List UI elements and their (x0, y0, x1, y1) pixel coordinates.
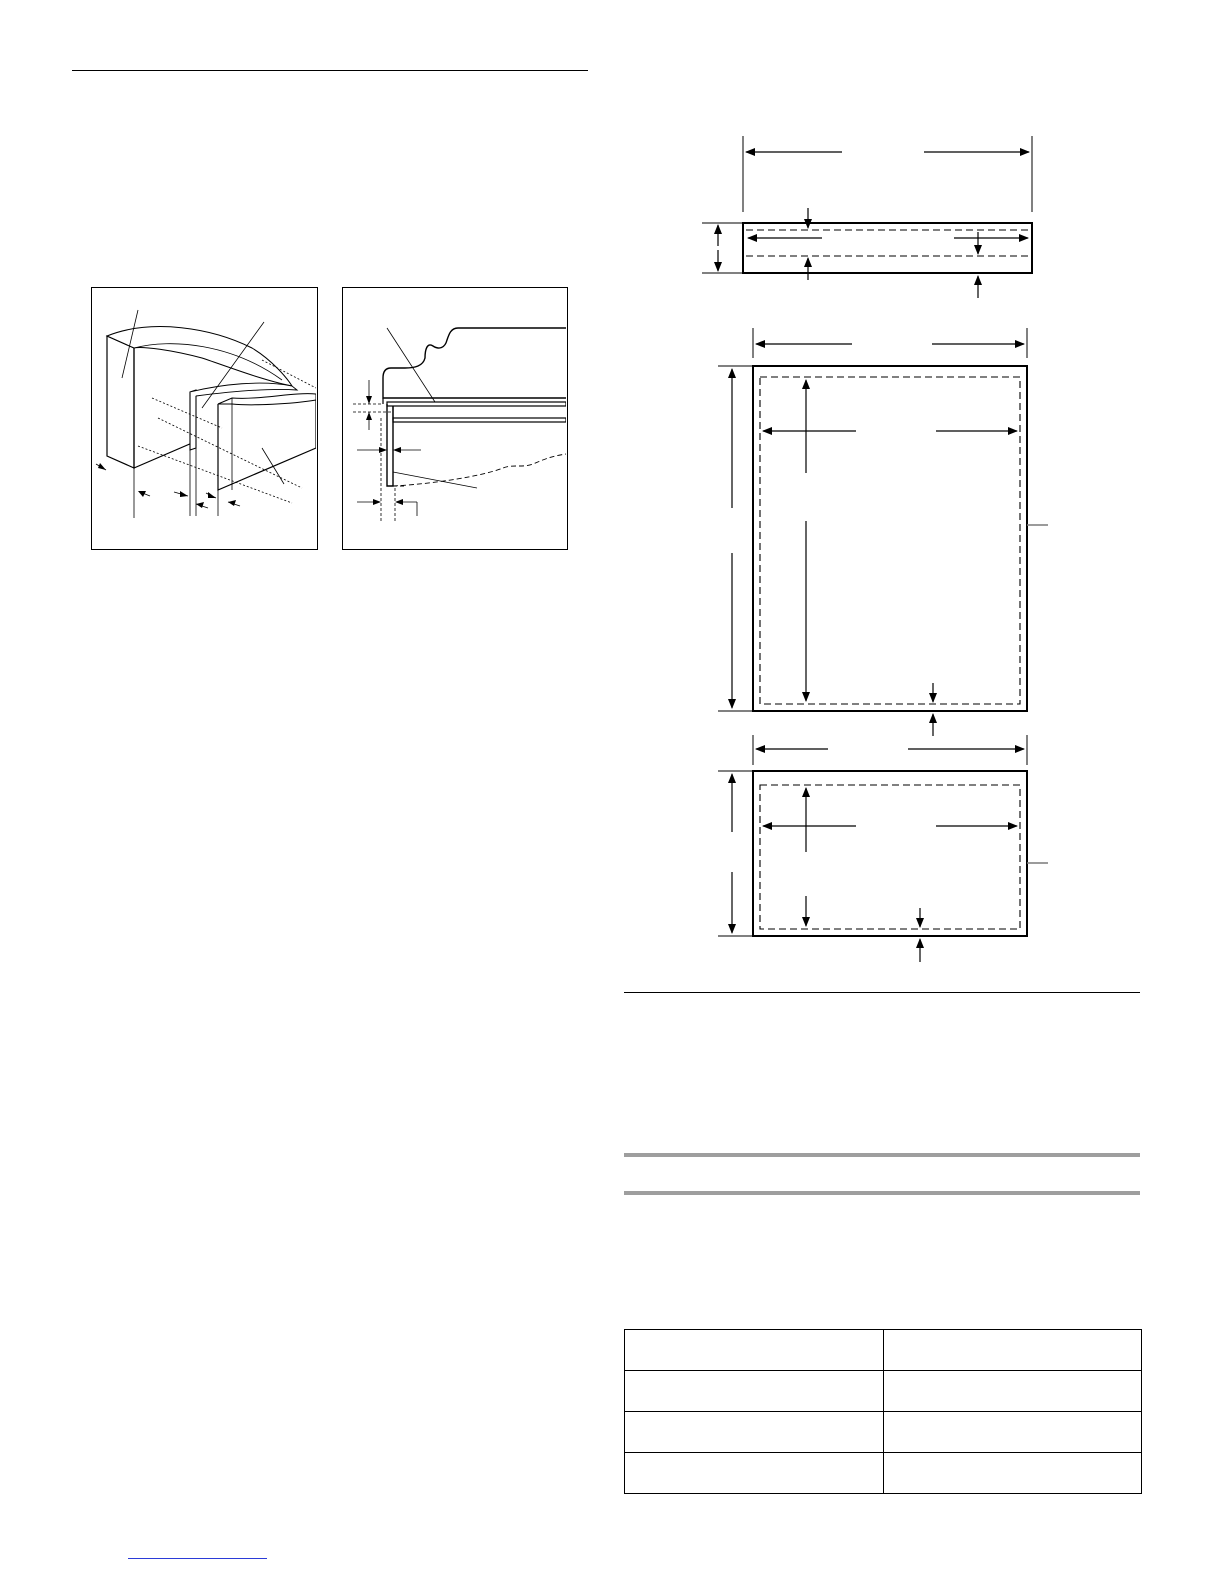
gray-rule-lower (624, 1191, 1140, 1195)
table-cell (625, 1371, 884, 1412)
table-cell (625, 1330, 884, 1371)
section-heading-rule (72, 70, 588, 71)
footer-link-underline (128, 1558, 267, 1559)
table-row (625, 1453, 1142, 1494)
exploded-panel-drawing (92, 288, 316, 548)
footer-link[interactable] (128, 1538, 267, 1560)
table-cell (883, 1330, 1142, 1371)
table-cell (883, 1371, 1142, 1412)
spec-table (624, 1329, 1142, 1494)
table-cell (625, 1412, 884, 1453)
profile-section-figure (342, 287, 568, 550)
table-cell (883, 1412, 1142, 1453)
table-row (625, 1330, 1142, 1371)
table-cell (625, 1453, 884, 1494)
gray-rule-upper (624, 1153, 1140, 1157)
table-row (625, 1412, 1142, 1453)
profile-section-drawing (343, 288, 566, 548)
door-panel-dimension-diagram (690, 128, 1110, 968)
table-row (625, 1371, 1142, 1412)
exploded-panel-figure (91, 287, 318, 550)
table-cell (883, 1453, 1142, 1494)
right-section-rule (624, 992, 1140, 993)
